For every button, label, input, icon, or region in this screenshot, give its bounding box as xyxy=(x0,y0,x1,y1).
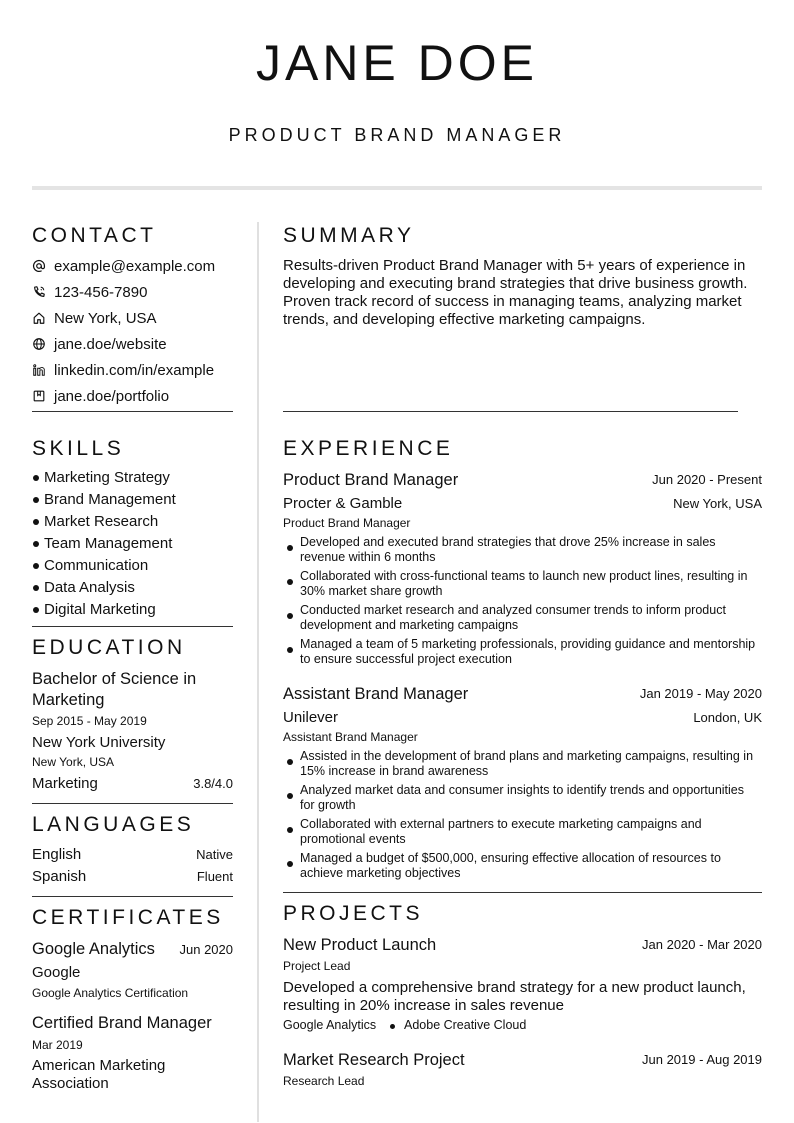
contact-phone[interactable] xyxy=(32,282,147,302)
job-bullet: Managed a budget of $500,000, ensuring effective allocation of resources to achieve marketing objectives xyxy=(300,851,721,880)
project-role: Project Lead xyxy=(283,959,351,973)
skill-item: Communication xyxy=(32,557,148,574)
experience-divider xyxy=(283,892,762,893)
education-gpa: 3.8/4.0 xyxy=(193,776,233,791)
contact-divider xyxy=(32,411,233,412)
language-name: Spanish xyxy=(32,868,87,885)
contact-email-text: example@example.com xyxy=(54,257,216,275)
skills-divider xyxy=(32,626,233,627)
contact-website[interactable] xyxy=(32,334,167,354)
tool-separator-dot xyxy=(390,1024,395,1029)
job-bullet: Analyzed market data and consumer insights to identify trends and opportunities for growth xyxy=(300,783,745,812)
contact-portfolio[interactable] xyxy=(32,386,169,406)
contact-location xyxy=(32,308,157,328)
certificates-heading: CERTIFICATES xyxy=(32,906,224,929)
contact-linkedin-text: linkedin.com/in/example xyxy=(54,361,215,379)
contact-heading: CONTACT xyxy=(32,224,157,247)
bullet-dot xyxy=(287,827,293,833)
bullet-dot xyxy=(287,647,293,653)
job-company: Unilever xyxy=(283,709,339,726)
summary-divider xyxy=(283,411,738,412)
skill-item: Digital Marketing xyxy=(32,601,156,618)
job-dates: Jun 2020 - Present xyxy=(652,472,762,487)
education-field: Marketing xyxy=(32,775,98,792)
job-bullet: Collaborated with external partners to execute marketing campaigns and promotional events xyxy=(300,817,702,846)
job-location: New York, USA xyxy=(673,496,762,511)
phone-icon xyxy=(32,285,46,299)
certificate-detail: Google Analytics Certification xyxy=(32,986,189,1000)
bullet-dot xyxy=(287,545,293,551)
project-role: Research Lead xyxy=(283,1074,365,1088)
education-divider xyxy=(32,803,233,804)
education-location: New York, USA xyxy=(32,755,115,769)
candidate-title: PRODUCT BRAND MANAGER xyxy=(228,125,566,145)
project-title: Market Research Project xyxy=(283,1051,465,1069)
certificate-date: Mar 2019 xyxy=(32,1038,83,1052)
skill-item: Team Management xyxy=(32,535,172,552)
job-role: Product Brand Manager xyxy=(283,516,411,530)
project-description: Developed a comprehensive brand strategy for a new product launch, resulting in 20% increase in sales revenue xyxy=(283,979,746,1014)
contact-phone-text: 123-456-7890 xyxy=(54,283,148,301)
bullet-dot xyxy=(287,861,293,867)
language-level: Native xyxy=(196,847,233,862)
skill-item: Marketing Strategy xyxy=(32,469,170,486)
certificate-title: Certified Brand Manager xyxy=(32,1014,212,1032)
skills-heading: SKILLS xyxy=(32,437,125,460)
bullet-dot xyxy=(287,613,293,619)
candidate-name: JANE DOE xyxy=(255,35,539,91)
at-icon xyxy=(32,259,46,273)
bullet-dot xyxy=(287,793,293,799)
project-tool: Google Analytics xyxy=(283,1018,377,1032)
languages-divider xyxy=(32,896,233,897)
bullet-dot xyxy=(287,759,293,765)
skill-item: Data Analysis xyxy=(32,579,135,596)
project-tool: Adobe Creative Cloud xyxy=(404,1018,527,1032)
contact-email[interactable] xyxy=(32,256,215,276)
linkedin-icon xyxy=(32,363,46,377)
portfolio-icon xyxy=(32,389,46,403)
job-bullet: Conducted market research and analyzed consumer trends to inform product development and marketing campaigns xyxy=(300,603,726,632)
job-bullet: Developed and executed brand strategies that drove 25% increase in sales revenue within 6 months xyxy=(300,535,716,564)
education-school: New York University xyxy=(32,734,166,751)
job-title: Product Brand Manager xyxy=(283,471,459,489)
globe-icon xyxy=(32,337,46,351)
experience-heading: EXPERIENCE xyxy=(283,437,454,460)
home-icon xyxy=(32,311,46,325)
contact-linkedin[interactable] xyxy=(32,360,214,380)
certificate-title: Google Analytics xyxy=(32,940,155,958)
job-role: Assistant Brand Manager xyxy=(283,730,418,744)
education-degree: Bachelor of Science in Marketing xyxy=(32,670,197,709)
certificate-issuer: Google xyxy=(32,964,81,981)
job-title: Assistant Brand Manager xyxy=(283,685,469,703)
header-divider xyxy=(32,186,762,190)
education-heading: EDUCATION xyxy=(32,636,186,659)
contact-location-text: New York, USA xyxy=(54,309,157,327)
languages-heading: LANGUAGES xyxy=(32,813,195,836)
certificate-issuer: American Marketing Association xyxy=(32,1057,166,1092)
job-bullet: Collaborated with cross-functional teams to launch new product lines, resulting in 30% market share growth xyxy=(300,569,748,598)
language-name: English xyxy=(32,846,82,863)
project-dates: Jan 2020 - Mar 2020 xyxy=(642,937,762,952)
skill-item: Market Research xyxy=(32,513,158,530)
project-dates: Jun 2019 - Aug 2019 xyxy=(642,1052,762,1067)
job-bullet: Managed a team of 5 marketing professionals, providing guidance and mentorship to ensure successful project execution xyxy=(300,637,756,666)
summary-heading: SUMMARY xyxy=(283,224,415,247)
skill-item: Brand Management xyxy=(32,491,176,508)
education-dates: Sep 2015 - May 2019 xyxy=(32,714,147,728)
column-divider xyxy=(257,222,259,1122)
language-level: Fluent xyxy=(196,869,233,884)
certificate-date: Jun 2020 xyxy=(179,942,233,957)
contact-website-text: jane.doe/website xyxy=(54,335,167,353)
job-location: London, UK xyxy=(693,710,762,725)
bullet-dot xyxy=(287,579,293,585)
job-company: Procter & Gamble xyxy=(283,495,403,512)
summary-text: Results-driven Product Brand Manager with 5+ years of experience in developing and executing brand strategies that drive business growth. Proven track record of success in managing teams, analyzing market trends, and developing effective marketing campaigns. xyxy=(283,257,748,328)
project-title: New Product Launch xyxy=(283,936,437,954)
job-dates: Jan 2019 - May 2020 xyxy=(639,686,762,701)
projects-heading: PROJECTS xyxy=(283,902,424,925)
contact-portfolio-text: jane.doe/portfolio xyxy=(54,387,170,405)
job-bullet: Assisted in the development of brand plans and marketing campaigns, resulting in 15% increase in brand awareness xyxy=(300,749,754,778)
